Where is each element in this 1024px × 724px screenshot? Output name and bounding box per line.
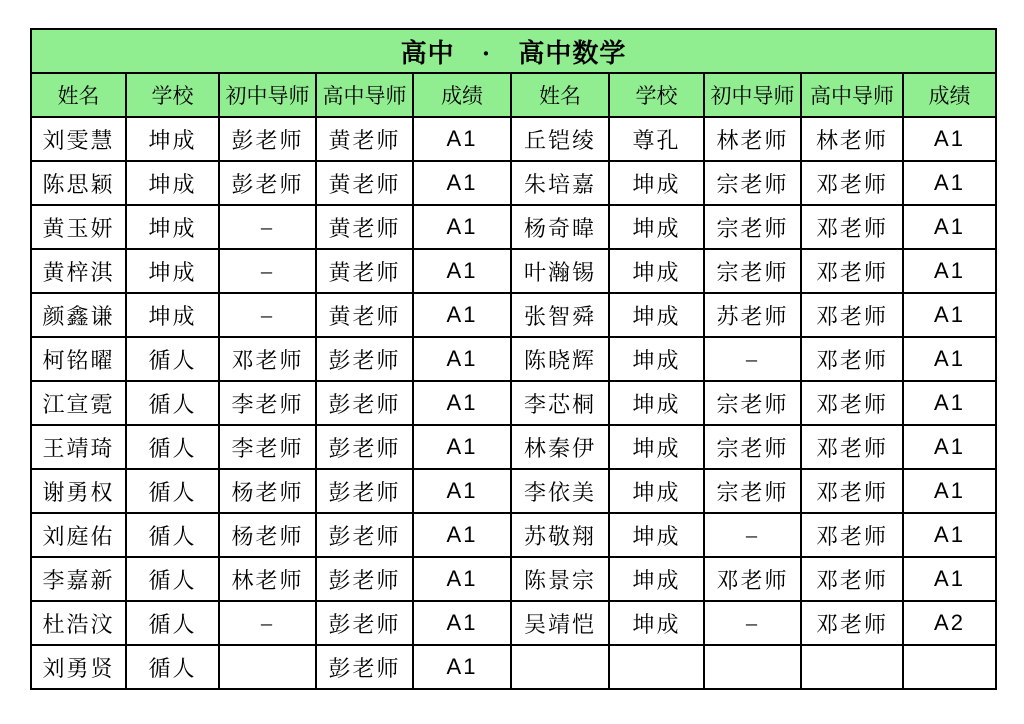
grade-cell-right: A1: [903, 513, 996, 557]
school-cell-left: 坤成: [126, 161, 219, 205]
junior-mentor-cell-right: 宗老师: [704, 425, 801, 469]
name-cell-right: 苏敬翔: [511, 513, 609, 557]
senior-mentor-cell-right: 林老师: [801, 117, 903, 161]
school-cell-right: 坤成: [609, 337, 704, 381]
junior-mentor-cell-left: 李老师: [219, 425, 316, 469]
name-cell-right: 朱培嘉: [511, 161, 609, 205]
table-row: [31, 117, 996, 161]
grade-cell-right: A1: [903, 249, 996, 293]
absent-cell: [609, 645, 704, 689]
grade-cell-right: A1: [903, 381, 996, 425]
name-cell-left: 陈思颖: [31, 161, 126, 205]
table-row: [31, 161, 996, 205]
school-cell-left: 循人: [126, 381, 219, 425]
table-row: [31, 205, 996, 249]
name-cell-left: 王靖琦: [31, 425, 126, 469]
junior-mentor-cell-left: 林老师: [219, 557, 316, 601]
junior-mentor-cell-right: –: [704, 513, 801, 557]
grade-cell-left: A1: [413, 645, 511, 689]
school-cell-left: 循人: [126, 469, 219, 513]
table-row: [31, 557, 996, 601]
senior-mentor-cell-right: 邓老师: [801, 601, 903, 645]
name-cell-right: 林秦伊: [511, 425, 609, 469]
senior-mentor-cell-left: 彭老师: [316, 425, 413, 469]
senior-mentor-cell-left: 彭老师: [316, 337, 413, 381]
senior-mentor-cell-left: 彭老师: [316, 557, 413, 601]
header-senior-mentor-right: 高中导师: [801, 73, 903, 117]
grade-cell-right: A1: [903, 425, 996, 469]
school-cell-left: 循人: [126, 645, 219, 689]
absent-cell: [903, 645, 996, 689]
grade-cell-left: A1: [413, 117, 511, 161]
title-row: [31, 29, 996, 73]
absent-cell: [801, 645, 903, 689]
junior-mentor-cell-left: [219, 645, 316, 689]
table-row: [31, 601, 996, 645]
senior-mentor-cell-left: 彭老师: [316, 381, 413, 425]
senior-mentor-cell-right: 邓老师: [801, 513, 903, 557]
junior-mentor-cell-left: 彭老师: [219, 161, 316, 205]
school-cell-left: 循人: [126, 601, 219, 645]
table-row: [31, 293, 996, 337]
senior-mentor-cell-right: 邓老师: [801, 337, 903, 381]
grade-cell-left: A1: [413, 293, 511, 337]
header-name-left: 姓名: [31, 73, 126, 117]
name-cell-left: 柯铭曜: [31, 337, 126, 381]
grade-cell-left: A1: [413, 381, 511, 425]
header-junior-mentor-left: 初中导师: [219, 73, 316, 117]
junior-mentor-cell-left: –: [219, 293, 316, 337]
grade-cell-left: A1: [413, 557, 511, 601]
header-grade-left: 成绩: [413, 73, 511, 117]
senior-mentor-cell-right: 邓老师: [801, 293, 903, 337]
grade-cell-left: A1: [413, 249, 511, 293]
junior-mentor-cell-right: 苏老师: [704, 293, 801, 337]
senior-mentor-cell-left: 黄老师: [316, 293, 413, 337]
grade-cell-left: A1: [413, 205, 511, 249]
school-cell-right: 坤成: [609, 205, 704, 249]
school-cell-left: 坤成: [126, 249, 219, 293]
senior-mentor-cell-right: 邓老师: [801, 469, 903, 513]
junior-mentor-cell-right: 宗老师: [704, 161, 801, 205]
name-cell-right: 丘铠绫: [511, 117, 609, 161]
name-cell-right: 陈晓辉: [511, 337, 609, 381]
senior-mentor-cell-left: 黄老师: [316, 161, 413, 205]
junior-mentor-cell-left: 杨老师: [219, 469, 316, 513]
name-cell-right: 张智舜: [511, 293, 609, 337]
school-cell-left: 坤成: [126, 117, 219, 161]
junior-mentor-cell-right: 林老师: [704, 117, 801, 161]
school-cell-left: 循人: [126, 513, 219, 557]
junior-mentor-cell-right: –: [704, 601, 801, 645]
header-junior-mentor-right: 初中导师: [704, 73, 801, 117]
name-cell-left: 刘庭佑: [31, 513, 126, 557]
header-senior-mentor-left: 高中导师: [316, 73, 413, 117]
grade-cell-right: A1: [903, 337, 996, 381]
table-row: [31, 249, 996, 293]
name-cell-left: 黄玉妍: [31, 205, 126, 249]
school-cell-right: 坤成: [609, 293, 704, 337]
grade-cell-left: A1: [413, 425, 511, 469]
grade-cell-left: A1: [413, 601, 511, 645]
grade-cell-left: A1: [413, 337, 511, 381]
grade-cell-left: A1: [413, 513, 511, 557]
school-cell-left: 循人: [126, 337, 219, 381]
senior-mentor-cell-right: 邓老师: [801, 205, 903, 249]
grade-cell-right: A1: [903, 293, 996, 337]
junior-mentor-cell-left: –: [219, 205, 316, 249]
roster-table: [30, 28, 997, 690]
name-cell-right: 杨奇暐: [511, 205, 609, 249]
name-cell-left: 颜鑫谦: [31, 293, 126, 337]
grade-cell-left: A1: [413, 161, 511, 205]
junior-mentor-cell-left: 李老师: [219, 381, 316, 425]
junior-mentor-cell-left: –: [219, 249, 316, 293]
senior-mentor-cell-left: 彭老师: [316, 645, 413, 689]
senior-mentor-cell-left: 黄老师: [316, 249, 413, 293]
senior-mentor-cell-left: 彭老师: [316, 513, 413, 557]
junior-mentor-cell-right: 宗老师: [704, 205, 801, 249]
name-cell-right: 李依美: [511, 469, 609, 513]
name-cell-left: 刘勇贤: [31, 645, 126, 689]
absent-cell: [704, 645, 801, 689]
senior-mentor-cell-right: 邓老师: [801, 381, 903, 425]
school-cell-left: 坤成: [126, 293, 219, 337]
name-cell-right: 李芯桐: [511, 381, 609, 425]
senior-mentor-cell-left: 彭老师: [316, 601, 413, 645]
school-cell-right: 坤成: [609, 513, 704, 557]
junior-mentor-cell-right: 宗老师: [704, 469, 801, 513]
header-school-left: 学校: [126, 73, 219, 117]
table-row: [31, 425, 996, 469]
senior-mentor-cell-right: 邓老师: [801, 161, 903, 205]
junior-mentor-cell-left: 邓老师: [219, 337, 316, 381]
school-cell-right: 坤成: [609, 161, 704, 205]
table-row: [31, 645, 996, 689]
header-grade-right: 成绩: [903, 73, 996, 117]
junior-mentor-cell-right: 邓老师: [704, 557, 801, 601]
header-name-right: 姓名: [511, 73, 609, 117]
name-cell-left: 刘雯慧: [31, 117, 126, 161]
header-row: [31, 73, 996, 117]
senior-mentor-cell-left: 黄老师: [316, 117, 413, 161]
name-cell-right: 吴靖恺: [511, 601, 609, 645]
senior-mentor-cell-left: 黄老师: [316, 205, 413, 249]
school-cell-right: 坤成: [609, 381, 704, 425]
senior-mentor-cell-right: 邓老师: [801, 249, 903, 293]
junior-mentor-cell-right: 宗老师: [704, 249, 801, 293]
junior-mentor-cell-left: 杨老师: [219, 513, 316, 557]
table-row: [31, 513, 996, 557]
table-row: [31, 381, 996, 425]
school-cell-right: 尊孔: [609, 117, 704, 161]
grade-cell-left: A1: [413, 469, 511, 513]
grade-cell-right: A1: [903, 557, 996, 601]
school-cell-right: 坤成: [609, 601, 704, 645]
school-cell-right: 坤成: [609, 469, 704, 513]
header-school-right: 学校: [609, 73, 704, 117]
school-cell-left: 循人: [126, 557, 219, 601]
grade-cell-right: A1: [903, 469, 996, 513]
senior-mentor-cell-right: 邓老师: [801, 557, 903, 601]
junior-mentor-cell-right: 宗老师: [704, 381, 801, 425]
table-row: [31, 469, 996, 513]
name-cell-right: 陈景宗: [511, 557, 609, 601]
school-cell-right: 坤成: [609, 425, 704, 469]
name-cell-left: 黄梓淇: [31, 249, 126, 293]
name-cell-left: 江宣霓: [31, 381, 126, 425]
school-cell-left: 循人: [126, 425, 219, 469]
name-cell-left: 李嘉新: [31, 557, 126, 601]
table-body: [31, 117, 996, 689]
junior-mentor-cell-right: –: [704, 337, 801, 381]
grade-cell-right: A1: [903, 117, 996, 161]
junior-mentor-cell-left: –: [219, 601, 316, 645]
junior-mentor-cell-left: 彭老师: [219, 117, 316, 161]
table-title: 高中 · 高中数学: [31, 29, 996, 73]
school-cell-left: 坤成: [126, 205, 219, 249]
grade-cell-right: A1: [903, 161, 996, 205]
name-cell-right: 叶瀚锡: [511, 249, 609, 293]
grade-cell-right: A2: [903, 601, 996, 645]
name-cell-left: 杜浩汶: [31, 601, 126, 645]
school-cell-right: 坤成: [609, 557, 704, 601]
table-row: [31, 337, 996, 381]
senior-mentor-cell-right: 邓老师: [801, 425, 903, 469]
school-cell-right: 坤成: [609, 249, 704, 293]
grade-cell-right: A1: [903, 205, 996, 249]
senior-mentor-cell-left: 彭老师: [316, 469, 413, 513]
name-cell-left: 谢勇权: [31, 469, 126, 513]
absent-cell: [511, 645, 609, 689]
